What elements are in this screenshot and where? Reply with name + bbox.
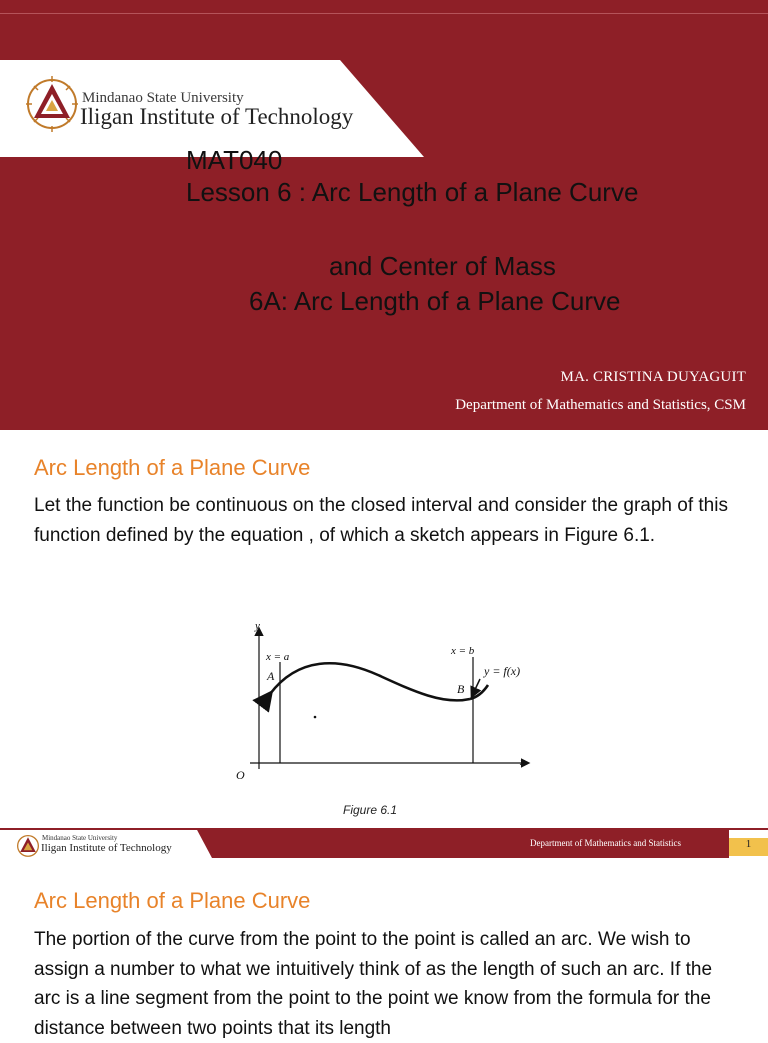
university-name: Mindanao State University bbox=[82, 90, 244, 106]
point-a-label: A bbox=[267, 669, 275, 683]
footer-seal-icon bbox=[16, 833, 40, 858]
curve-path bbox=[270, 663, 470, 700]
footer-department: Department of Mathematics and Statistics bbox=[530, 838, 681, 848]
lesson-subtitle: 6A: Arc Length of a Plane Curve bbox=[249, 286, 621, 316]
y-axis-label: y bbox=[255, 620, 260, 632]
footer-institute-name: Iligan Institute of Technology bbox=[41, 842, 172, 854]
lesson-title: Lesson 6 : Arc Length of a Plane Curve bbox=[186, 177, 639, 207]
body-paragraph-2: The portion of the curve from the point to the point is called an arc. We wish to assign a number to what we intuitively think of as the length of such an arc. If the arc is a line segment from the point to the point we know from the formula for the distance between two points that its length bbox=[34, 929, 713, 1039]
page-number: 1 bbox=[729, 838, 768, 856]
x-equals-a-label: x = a bbox=[266, 651, 290, 663]
top-divider bbox=[0, 13, 768, 14]
university-seal-icon bbox=[26, 74, 78, 132]
lesson-title-continued: and Center of Mass bbox=[329, 251, 556, 281]
section-heading-2: Arc Length of a Plane Curve bbox=[34, 888, 311, 913]
author-name: MA. CRISTINA DUYAGUIT bbox=[560, 369, 746, 385]
department-name: Department of Mathematics and Statistics, CSM bbox=[455, 397, 746, 413]
institute-name: Iligan Institute of Technology bbox=[80, 104, 354, 129]
course-code: MAT040 bbox=[186, 145, 283, 175]
section-heading: Arc Length of a Plane Curve bbox=[34, 455, 311, 480]
body-paragraph: Let the function be continuous on the closed interval and consider the graph of this function defined by the equation , of which a sketch appears in Figure 6.1. bbox=[34, 495, 728, 546]
stray-dot bbox=[314, 716, 317, 719]
arc-length-figure bbox=[228, 617, 548, 797]
figure-caption: Figure 6.1 bbox=[343, 803, 398, 817]
title-slide bbox=[0, 0, 768, 430]
footer-university-name: Mindanao State University bbox=[42, 834, 118, 842]
origin-label: O bbox=[236, 768, 245, 782]
x-axis-label: x bbox=[520, 756, 525, 768]
x-equals-b-label: x = b bbox=[451, 645, 475, 657]
point-b-label: B bbox=[457, 682, 465, 696]
curve-equation-label: y = f(x) bbox=[484, 664, 521, 678]
